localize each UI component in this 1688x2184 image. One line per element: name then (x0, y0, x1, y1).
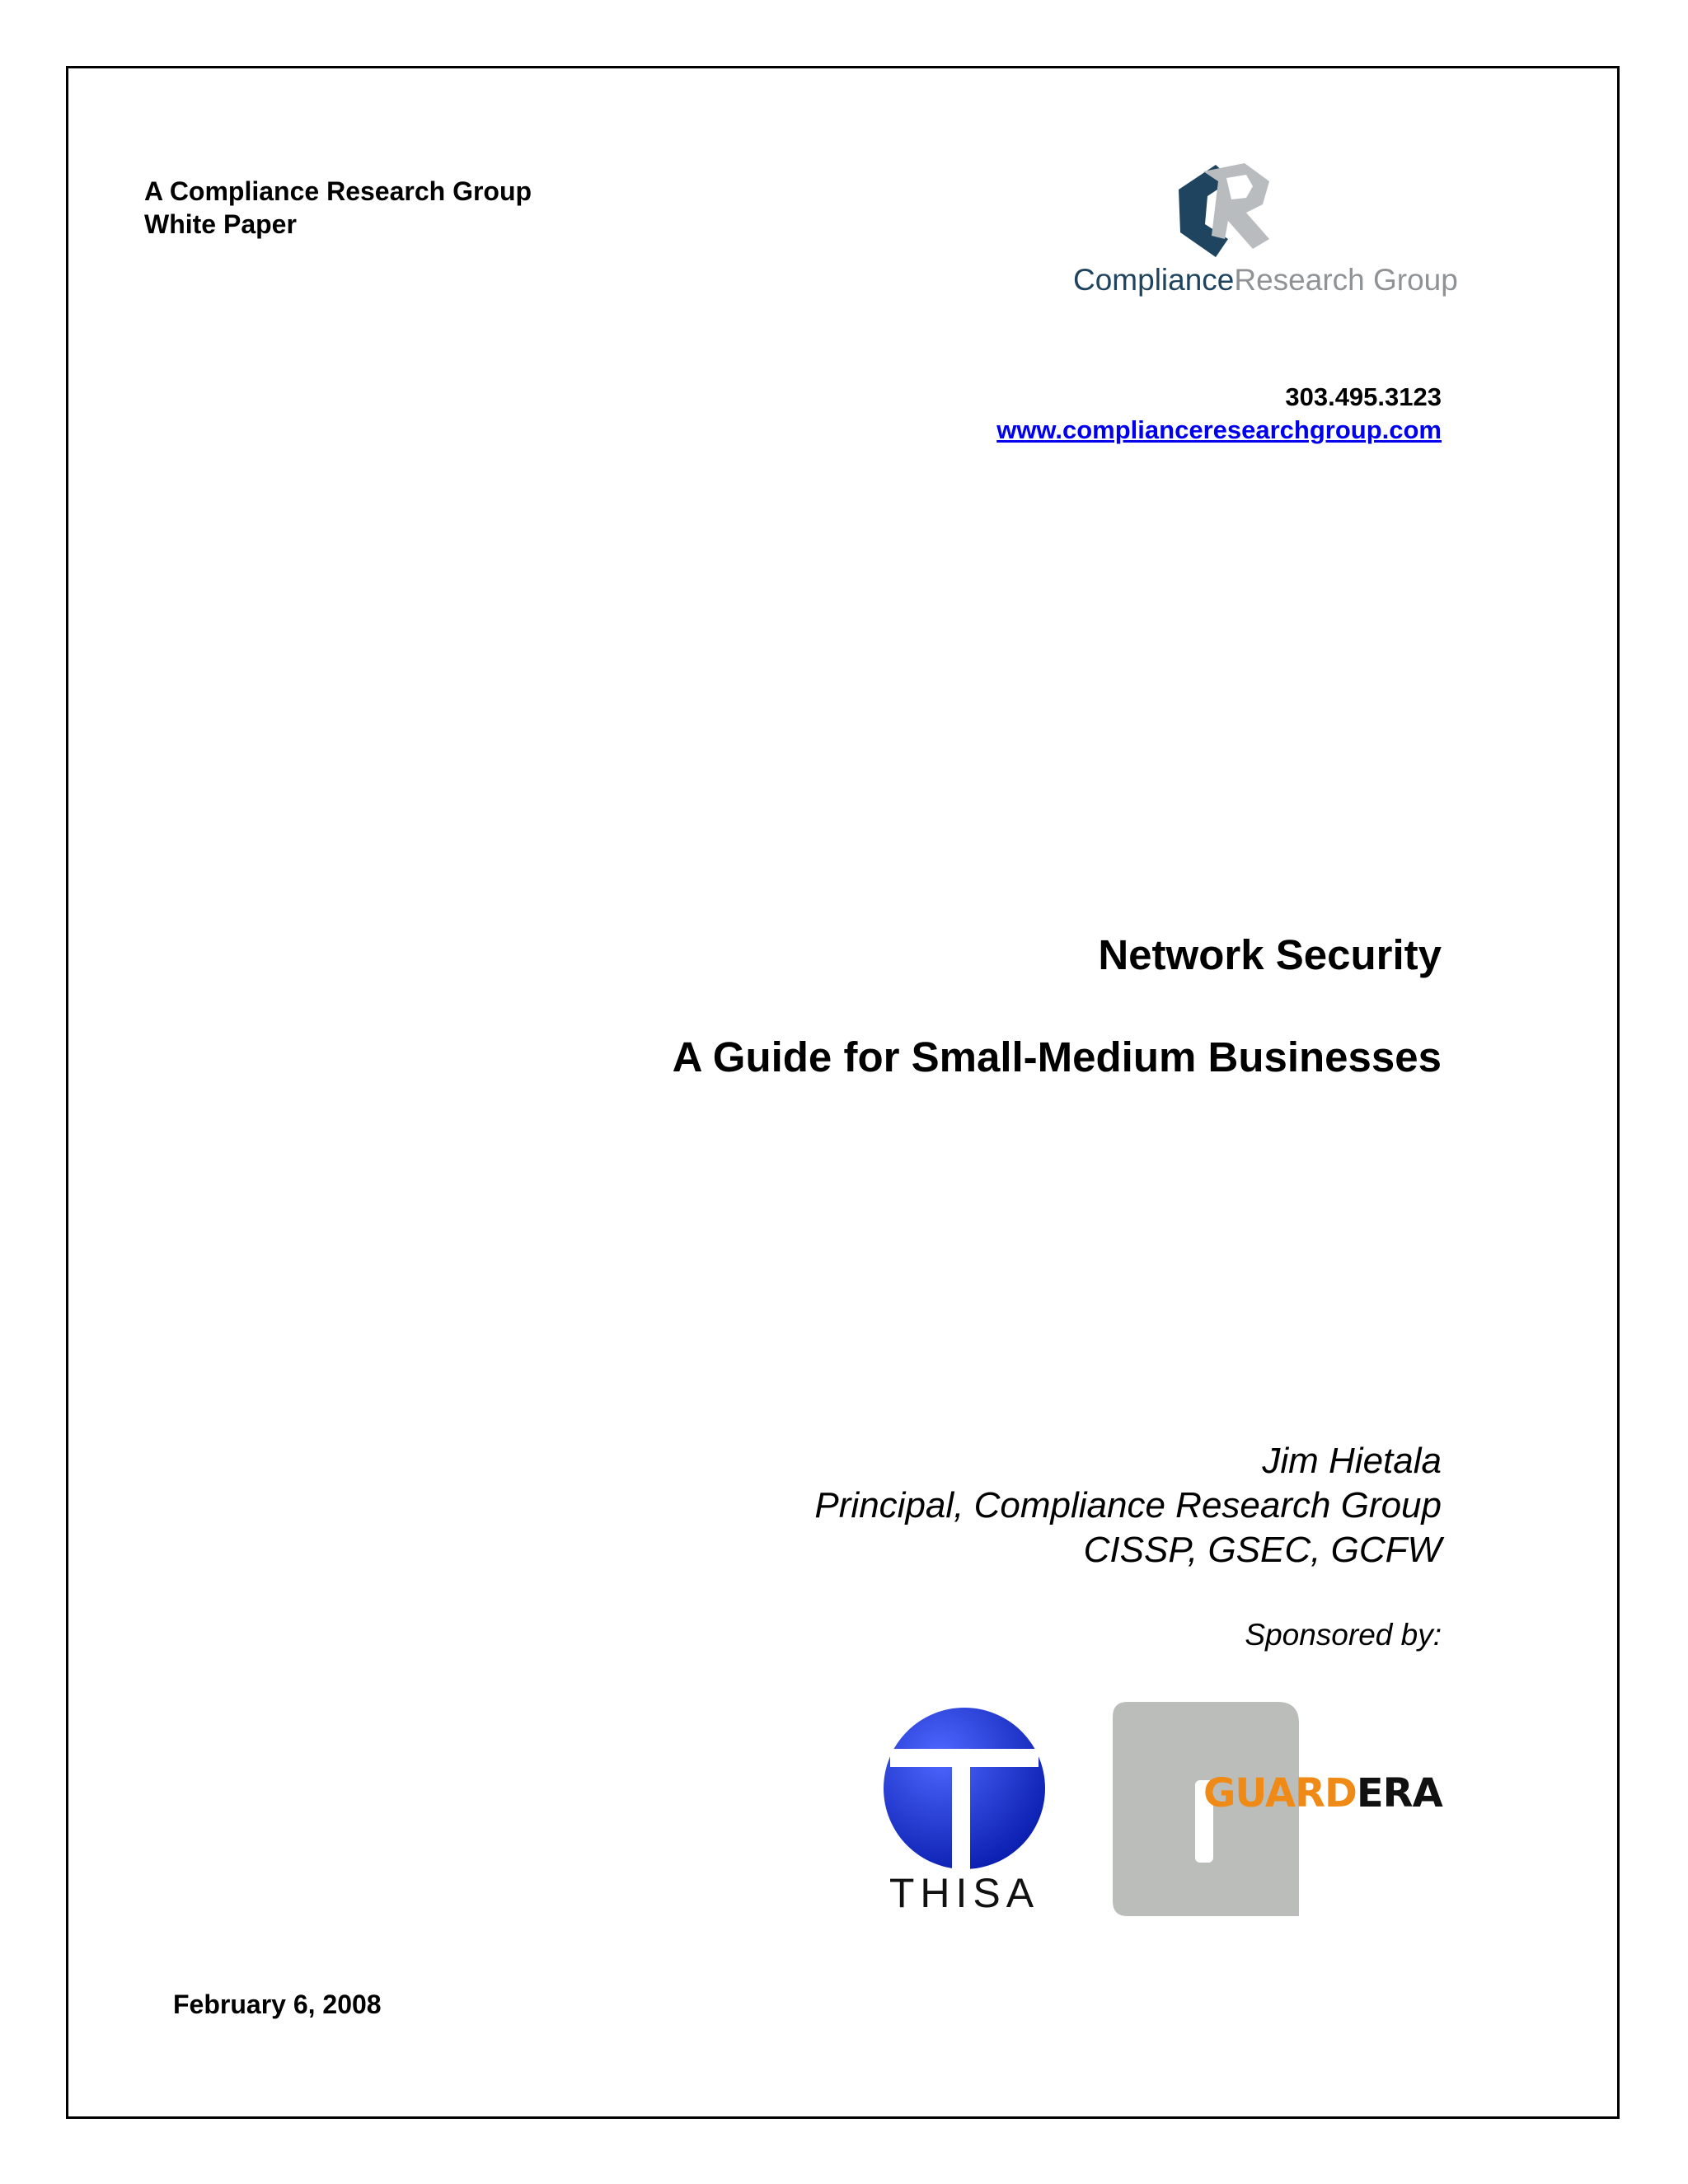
author-role: Principal, Compliance Research Group (814, 1485, 1442, 1526)
guardera-word-era: ERA (1356, 1770, 1442, 1816)
document-subtitle: A Guide for Small-Medium Businesses (672, 1033, 1442, 1080)
header-line-2: White Paper (144, 209, 297, 239)
thisa-logo-text: THISA (889, 1870, 1040, 1916)
phone-number: 303.495.3123 (1285, 382, 1442, 411)
author-block (814, 1439, 1442, 1572)
author-name: Jim Hietala (1262, 1441, 1442, 1481)
contact-block (996, 381, 1442, 447)
logo-word-compliance: Compliance (1073, 263, 1235, 297)
document-type (144, 175, 532, 241)
header-line-1: A Compliance Research Group (144, 176, 532, 206)
logo-word-research-group: Research Group (1234, 263, 1458, 297)
publication-date: February 6, 2008 (173, 1990, 382, 2019)
guardera-logo-text (1203, 1770, 1442, 1816)
author-credentials: CISSP, GSEC, GCFW (1083, 1530, 1442, 1570)
sponsored-by-label: Sponsored by: (1245, 1618, 1442, 1652)
guardera-word-guard: GUARD (1203, 1770, 1357, 1816)
title-block (673, 930, 1442, 1083)
website-link[interactable]: www.complianceresearchgroup.com (996, 415, 1442, 444)
company-logo-text (1073, 262, 1458, 298)
document-title: Network Security (1098, 931, 1442, 978)
